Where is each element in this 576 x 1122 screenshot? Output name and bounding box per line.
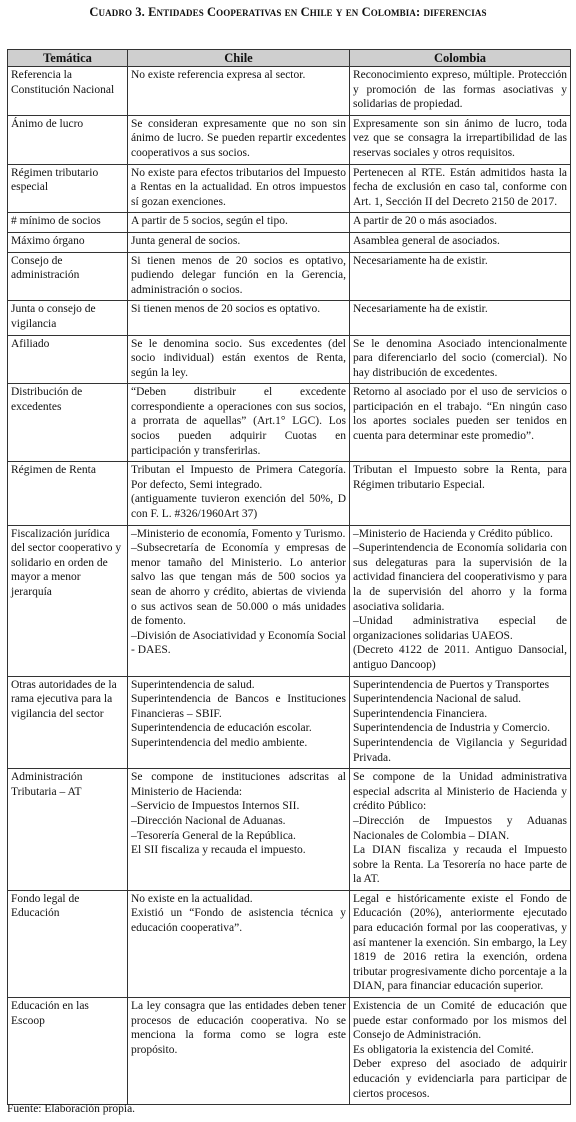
cell-line: Se consideran expresamente que no son sin ánimo de lucro. Se pueden repartir excedentes cooperativos a sus socios.: [131, 117, 346, 159]
cell-colombia: [350, 115, 571, 164]
cell-chile: [128, 769, 350, 891]
cell-colombia: [350, 164, 571, 213]
cell-line: –Dirección Nacional de Aduanas.: [131, 814, 286, 827]
table-row: [8, 115, 571, 164]
header-tematica: Temática: [8, 50, 128, 67]
cell-chile: [128, 890, 350, 997]
cell-line: Superintendencia de Industria y Comercio.: [353, 722, 551, 735]
cell-tematica: [8, 525, 128, 676]
cell-line: –Dirección de Impuestos y Aduanas Nacionales de Colombia – DIAN.: [353, 814, 567, 842]
cell-colombia: [350, 998, 571, 1105]
cell-line: Máximo órgano: [11, 234, 85, 247]
cell-line: # mínimo de socios: [11, 215, 101, 228]
cell-chile: [128, 525, 350, 676]
cell-line: Superintendencia Financiera.: [353, 707, 488, 720]
cell-line: Régimen tributario especial: [11, 166, 99, 194]
table-row: [8, 998, 571, 1105]
cell-line: Superintendencia del medio ambiente.: [131, 736, 308, 749]
cell-line: Administración Tributaria – AT: [11, 771, 83, 798]
cell-chile: [128, 232, 350, 252]
table-row: [8, 676, 571, 769]
cell-colombia: [350, 890, 571, 997]
cell-line: La ley consagra que las entidades deben tener procesos de educación cooperativa. No se menciona la forma como se logra este propósito.: [131, 1000, 346, 1056]
table-row: [8, 462, 571, 525]
cell-line: Fondo legal de Educación: [11, 892, 80, 920]
cell-colombia: [350, 462, 571, 525]
cell-line: Tributan el Impuesto sobre la Renta, para Régimen tributario Especial.: [353, 464, 567, 491]
cell-chile: [128, 115, 350, 164]
cell-line: Consejo de administración: [11, 254, 80, 282]
cell-line: Existió un “Fondo de asistencia técnica y educación cooperativa”.: [131, 907, 346, 935]
cell-line: Si tienen menos de 20 socios es optativo, pudiendo delegar función en la Gerencia, administración o socios.: [131, 254, 346, 296]
cell-line: Necesariamente ha de existir.: [353, 303, 488, 316]
cell-chile: [128, 335, 350, 384]
cell-colombia: [350, 384, 571, 462]
cell-colombia: [350, 525, 571, 676]
cell-colombia: [350, 301, 571, 335]
cell-line: Se le denomina Asociado intencionalmente para diferenciarlo del socio (comercial). No hay distribución de excedentes.: [353, 337, 567, 379]
table-row: [8, 232, 571, 252]
cell-tematica: [8, 301, 128, 335]
cell-chile: [128, 164, 350, 213]
cell-line: Referencia la Constitución Nacional: [11, 69, 115, 96]
cell-tematica: [8, 890, 128, 997]
cell-chile: [128, 67, 350, 116]
cell-tematica: [8, 676, 128, 769]
header-colombia: Colombia: [350, 50, 571, 67]
table-row: [8, 384, 571, 462]
cell-line: No existe para efectos tributarios del Impuesto a Rentas en la actualidad. En otros impuestos sí gozan exenciones.: [131, 166, 346, 208]
cell-line: Régimen de Renta: [11, 464, 96, 477]
table-row: [8, 525, 571, 676]
cell-line: Asamblea general de asociados.: [353, 234, 500, 247]
table-row: [8, 252, 571, 301]
cell-tematica: [8, 164, 128, 213]
cell-chile: [128, 676, 350, 769]
cell-line: Existencia de un Comité de educación que puede estar conformado por los mismos del Consejo de Administración.: [353, 1000, 567, 1042]
source-note: Fuente: Elaboración propia.: [7, 1103, 136, 1115]
cell-line: Se compone de la Unidad administrativa especial adscrita al Ministerio de Hacienda y crédito Público:: [353, 771, 567, 813]
cell-line: El SII fiscaliza y recauda el impuesto.: [131, 844, 306, 857]
cell-line: Legal e históricamente existe el Fondo de Educación (20%), anteriormente ejecutado para educación formal por las cooperativas, y así mantener la exención. Sin embargo, la Ley 1819 de 2016 retira la exención, ordena tributar progresivamente dicho porcentaje a la DIAN, para financiar educación superior.: [353, 892, 567, 993]
cell-tematica: [8, 67, 128, 116]
cell-line: Tributan el Impuesto de Primera Categoría. Por defecto, Semi integrado.: [131, 464, 346, 491]
cell-colombia: [350, 676, 571, 769]
cell-line: Es obligatoria la existencia del Comité.: [353, 1043, 534, 1056]
cell-colombia: [350, 769, 571, 891]
cell-line: Reconocimiento expreso, múltiple. Protección y promoción de las formas asociativas y solidarias de propiedad.: [353, 69, 567, 111]
cell-line: –Ministerio de Hacienda y Crédito público.: [353, 527, 553, 540]
cell-chile: [128, 213, 350, 233]
cell-colombia: [350, 252, 571, 301]
cell-line: –División de Asociatividad y Economía Social - DAES.: [131, 629, 346, 657]
cell-line: Fiscalización jurídica del sector cooperativo y solidario en orden de mayor a menor jerarquía: [11, 527, 122, 598]
cell-colombia: [350, 232, 571, 252]
cell-tematica: [8, 213, 128, 233]
cell-line: A partir de 20 o más asociados.: [353, 215, 498, 228]
cell-line: Superintendencia de educación escolar.: [131, 722, 312, 735]
cell-line: Superintendencia de Puertos y Transportes: [353, 678, 550, 691]
cell-line: –Superintendencia de Economía solidaria con sus delegaturas para la supervisión de la actividad financiera del cooperativismo y para la de supervisión del ahorro y la forma asociativa solidaria.: [353, 542, 567, 613]
cell-chile: [128, 252, 350, 301]
cell-tematica: [8, 462, 128, 525]
cell-line: A partir de 5 socios, según el tipo.: [131, 215, 288, 228]
table-caption: Cuadro 3. Entidades Cooperativas en Chile y en Colombia: diferencias: [89, 5, 487, 19]
cell-line: “Deben distribuir el excedente correspondiente a operaciones con sus socios, a prorrata de aquellas” (Art.1° LGC). Los socios pueden adquirir Cuotas en participación y transferirlas.: [131, 386, 346, 457]
cell-line: Retorno al asociado por el uso de servicios o participación en el trabajo. “En ningún caso los aportes sociales pueden ser tenidos en cuenta para determinar este promedio”.: [353, 386, 567, 443]
cell-colombia: [350, 335, 571, 384]
cell-line: Educación en las Escoop: [11, 1000, 89, 1027]
cell-line: Afiliado: [11, 337, 50, 350]
table-row: [8, 67, 571, 116]
table-row: [8, 213, 571, 233]
cell-line: Superintendencia de Bancos e Instituciones Financieras – SBIF.: [131, 693, 346, 720]
cell-tematica: [8, 769, 128, 891]
cell-chile: [128, 301, 350, 335]
cell-colombia: [350, 67, 571, 116]
cell-line: (Decreto 4122 de 2011. Antiguo Dansocial, antiguo Dancoop): [353, 644, 567, 671]
cell-tematica: [8, 384, 128, 462]
comparison-table: [7, 49, 571, 1105]
cell-line: No existe referencia expresa al sector.: [131, 69, 306, 81]
cell-line: Superintendencia de salud.: [131, 678, 255, 691]
table-row: [8, 335, 571, 384]
cell-line: Otras autoridades de la rama ejecutiva para la vigilancia del sector: [11, 678, 117, 720]
cell-line: Pertenecen al RTE. Están admitidos hasta la fecha de exclusión en caso tal, conforme con Art. 1, Sección II del Decreto 2150 de 2017.: [353, 166, 567, 208]
cell-tematica: [8, 998, 128, 1105]
cell-line: La DIAN fiscaliza y recauda el Impuesto sobre la Renta. La Tesorería no hace parte de la AT.: [353, 844, 567, 886]
table-body: [8, 67, 571, 1105]
cell-line: Junta general de socios.: [131, 234, 241, 247]
cell-line: Necesariamente ha de existir.: [353, 254, 488, 267]
cell-line: (antiguamente tuvieron exención del 50%, D con F. L. #326/1960Art 37): [131, 493, 346, 521]
cell-colombia: [350, 213, 571, 233]
cell-tematica: [8, 232, 128, 252]
cell-line: Se le denomina socio. Sus excedentes (del socio individual) están exentos de Renta, según la ley.: [131, 337, 346, 379]
cell-line: –Servicio de Impuestos Internos SII.: [131, 800, 300, 813]
cell-line: No existe en la actualidad.: [131, 892, 253, 905]
cell-line: Junta o consejo de vigilancia: [11, 303, 96, 330]
table-row: [8, 769, 571, 891]
cell-line: Ánimo de lucro: [11, 117, 84, 130]
cell-chile: [128, 384, 350, 462]
cell-line: –Subsecretaría de Economía y empresas de menor tamaño del Ministerio. Lo anterior salvo las que tengan más de 500 socios ya sean de ahorro y crédito, abiertas de vivienda o sus activos sean de 50.000 o más unidades de fomento.: [131, 542, 346, 628]
header-chile: Chile: [128, 50, 350, 67]
cell-line: Expresamente son sin ánimo de lucro, toda vez que se consagra la irrepartibilidad de las reservas sociales y otros requisitos.: [353, 117, 567, 159]
cell-chile: [128, 998, 350, 1105]
cell-line: Si tienen menos de 20 socios es optativo.: [131, 303, 321, 316]
header-row: [8, 50, 571, 67]
cell-tematica: [8, 335, 128, 384]
table-row: [8, 301, 571, 335]
cell-line: Superintendencia Nacional de salud.: [353, 693, 521, 706]
cell-line: Distribución de excedentes: [11, 386, 83, 413]
cell-line: –Tesorería General de la República.: [131, 829, 296, 842]
table-row: [8, 890, 571, 997]
cell-line: Deber expreso del asociado de adquirir educación y evidenciarla para participar de ciertos procesos.: [353, 1058, 567, 1100]
cell-tematica: [8, 252, 128, 301]
cell-line: –Unidad administrativa especial de organizaciones solidarias UAEOS.: [353, 615, 567, 642]
cell-line: Se compone de instituciones adscritas al Ministerio de Hacienda:: [131, 771, 346, 798]
cell-chile: [128, 462, 350, 525]
cell-line: Superintendencia de Vigilancia y Seguridad Privada.: [353, 736, 567, 764]
cell-tematica: [8, 115, 128, 164]
cell-line: –Ministerio de economía, Fomento y Turismo.: [131, 527, 346, 540]
table-row: [8, 164, 571, 213]
